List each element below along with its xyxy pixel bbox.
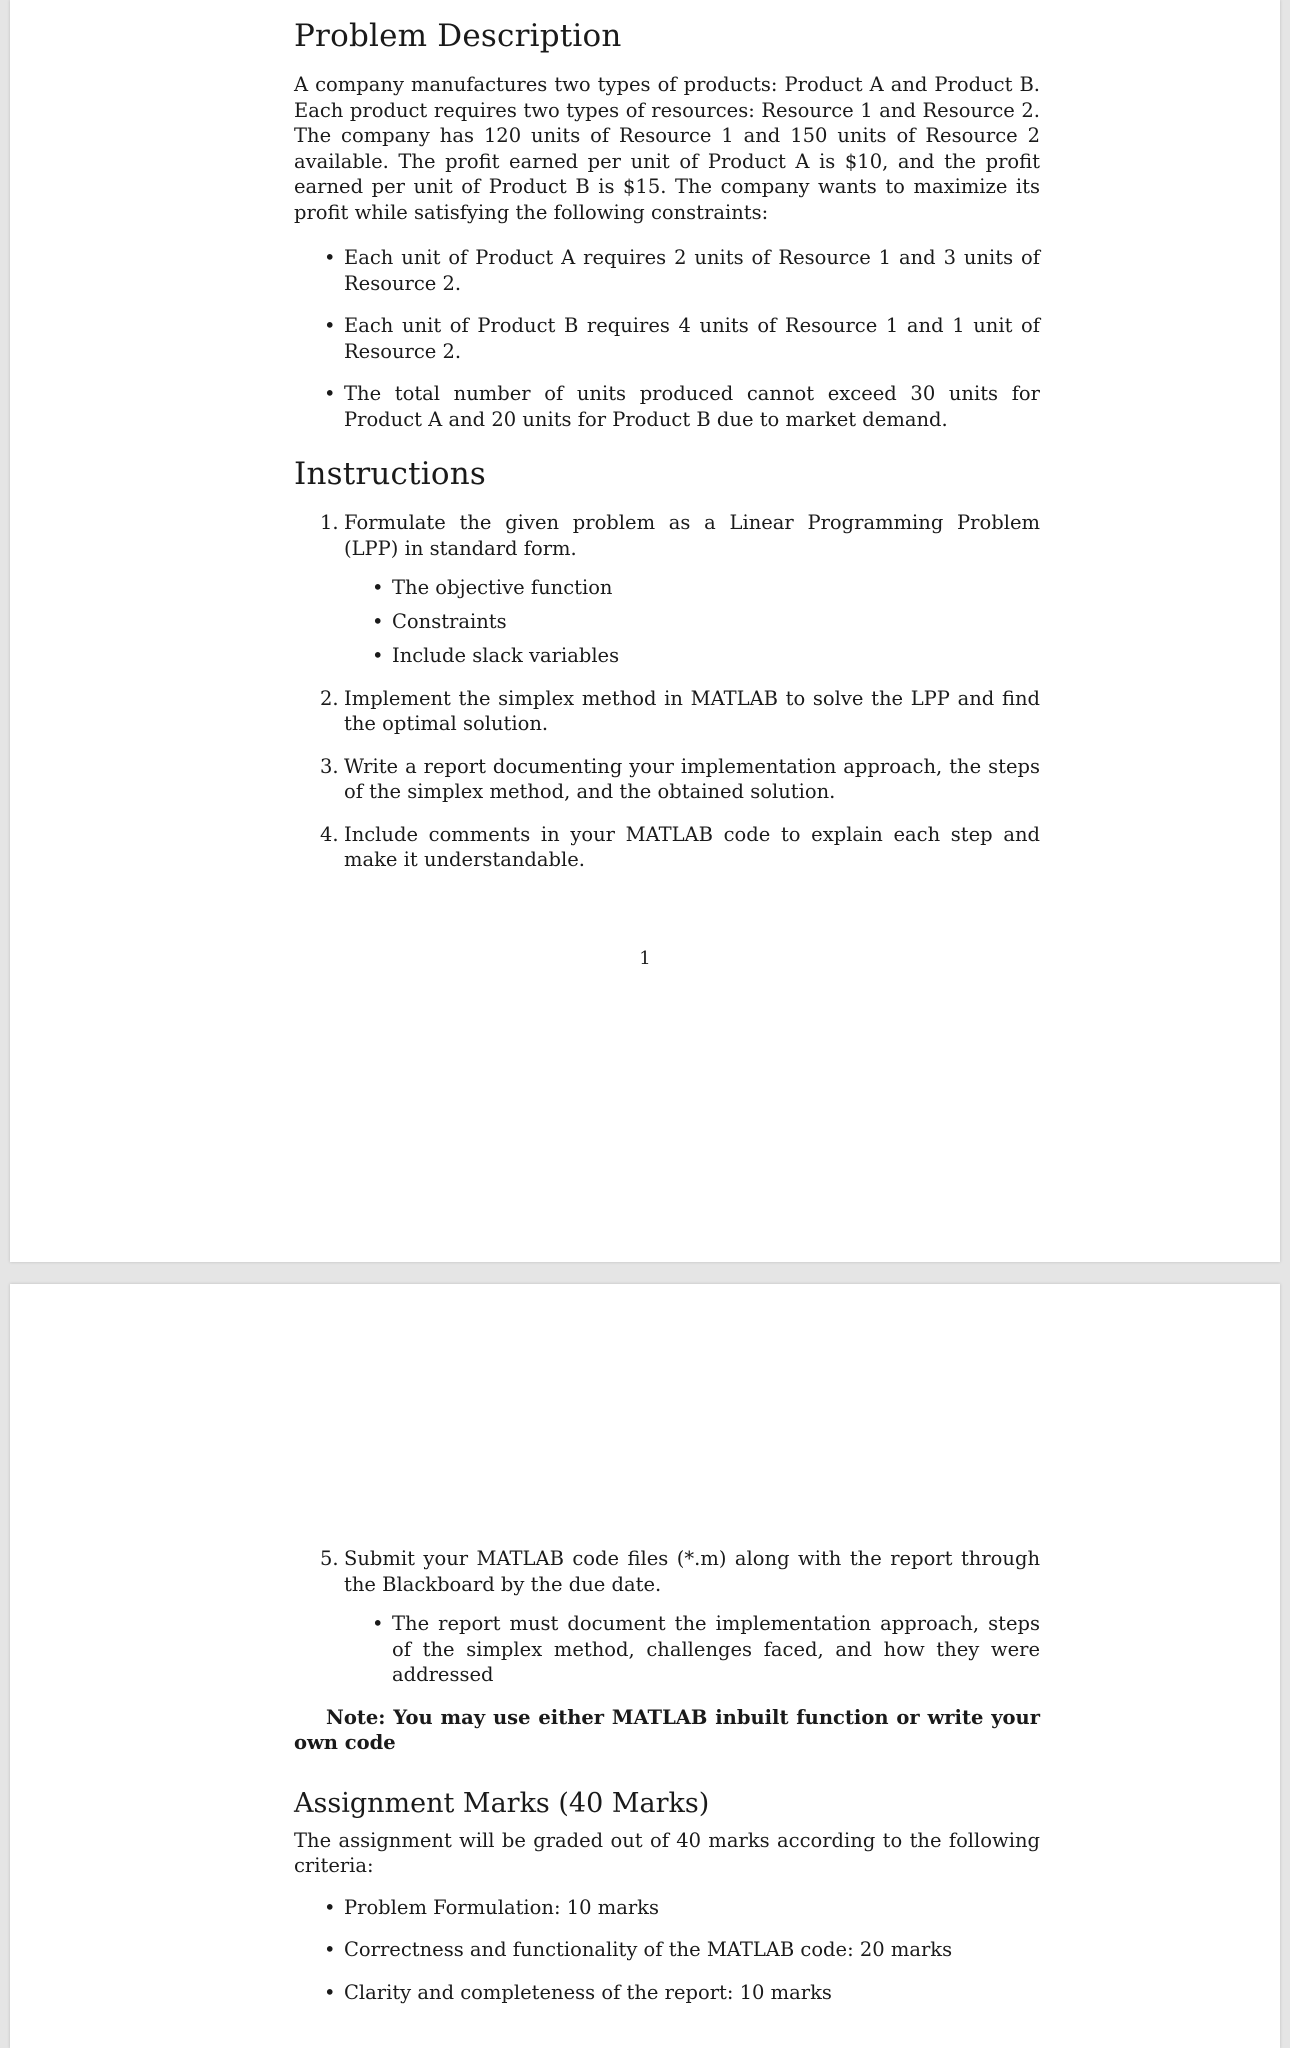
page-2-content bbox=[294, 1546, 1040, 2022]
bullet-icon: • bbox=[324, 382, 336, 405]
instructions-list-continued bbox=[294, 1546, 1040, 1688]
page-number: 1 bbox=[639, 948, 651, 969]
instructions-heading: Instructions bbox=[294, 456, 487, 492]
list-item: 5. Submit your MATLAB code files (*.m) along with the report through the Blackboard by the due date. • The report must document the implementation approach, steps of the simplex method, challenges faced, and how they were addressed bbox=[320, 1547, 1040, 1686]
page-1-content bbox=[294, 16, 1040, 890]
constraints-list bbox=[294, 245, 1040, 432]
document-page-1 bbox=[10, 0, 1280, 1262]
bullet-icon: • bbox=[324, 1980, 336, 2004]
instructions-list bbox=[294, 510, 1040, 873]
list-item: 1. Formulate the given problem as a Linear Programming Problem (LPP) in standard form. • The objective function • Constraints • Include slack variables bbox=[320, 511, 1040, 667]
bullet-icon: • bbox=[324, 246, 336, 269]
list-item: • Each unit of Product A requires 2 units of Resource 1 and 3 units of Resource 2. bbox=[324, 246, 1040, 295]
problem-description-heading: Problem Description bbox=[294, 18, 622, 54]
list-item: • The objective function bbox=[372, 576, 613, 599]
list-item: • Problem Formulation: 10 marks bbox=[324, 1895, 659, 1919]
assignment-marks-heading: Assignment Marks (40 Marks) bbox=[294, 1787, 710, 1819]
bullet-icon: • bbox=[372, 1612, 384, 1635]
list-item: • Each unit of Product B requires 4 units of Resource 1 and 1 unit of Resource 2. bbox=[324, 314, 1040, 363]
list-item: • Correctness and functionality of the MATLAB code: 20 marks bbox=[324, 1938, 953, 1961]
bullet-icon: • bbox=[372, 644, 384, 667]
list-item: 4. Include comments in your MATLAB code to explain each step and make it understandable. bbox=[320, 822, 1040, 871]
list-item: • Clarity and completeness of the report: 10 marks bbox=[324, 1980, 832, 2004]
list-item: 3. Write a report documenting your implementation approach, the steps of the simplex method, and the obtained solution. bbox=[320, 754, 1040, 803]
list-item: • The total number of units produced cannot exceed 30 units for Product A and 20 units for Product B due to market demand. bbox=[324, 382, 1040, 431]
marks-intro-paragraph: The assignment will be graded out of 40 marks according to the following criteria: bbox=[294, 1828, 1040, 1877]
grading-criteria-list bbox=[294, 1895, 1040, 2006]
bullet-icon: • bbox=[324, 1895, 336, 1919]
document-page-2 bbox=[10, 1284, 1280, 2048]
list-item: 2. Implement the simplex method in MATLAB to solve the LPP and find the optimal solution. bbox=[320, 686, 1040, 735]
bullet-icon: • bbox=[324, 1938, 336, 1961]
problem-intro-paragraph: A company manufactures two types of products: Product A and Product B. Each product requires two types of resources: Resource 1 and Resource 2. The company has 120 units of Resource 1 and 150 units of Resource 2 available. The profit earned per unit of Product A is $10, and the profit earned per unit of Product B is $15. The company wants to maximize its profit while satisfying the following constraints: bbox=[294, 73, 1040, 224]
list-item: • Constraints bbox=[372, 610, 507, 633]
list-item: • Include slack variables bbox=[372, 644, 620, 667]
note-paragraph: Note: You may use either MATLAB inbuilt function or write your own code bbox=[294, 1705, 1040, 1754]
bullet-icon: • bbox=[324, 314, 336, 337]
bullet-icon: • bbox=[372, 610, 384, 633]
instruction-1-sublist bbox=[344, 575, 1040, 669]
instruction-5-sublist bbox=[344, 1611, 1040, 1688]
list-item: • The report must document the implementation approach, steps of the simplex method, challenges faced, and how they were addressed bbox=[372, 1612, 1040, 1686]
bullet-icon: • bbox=[372, 576, 384, 599]
